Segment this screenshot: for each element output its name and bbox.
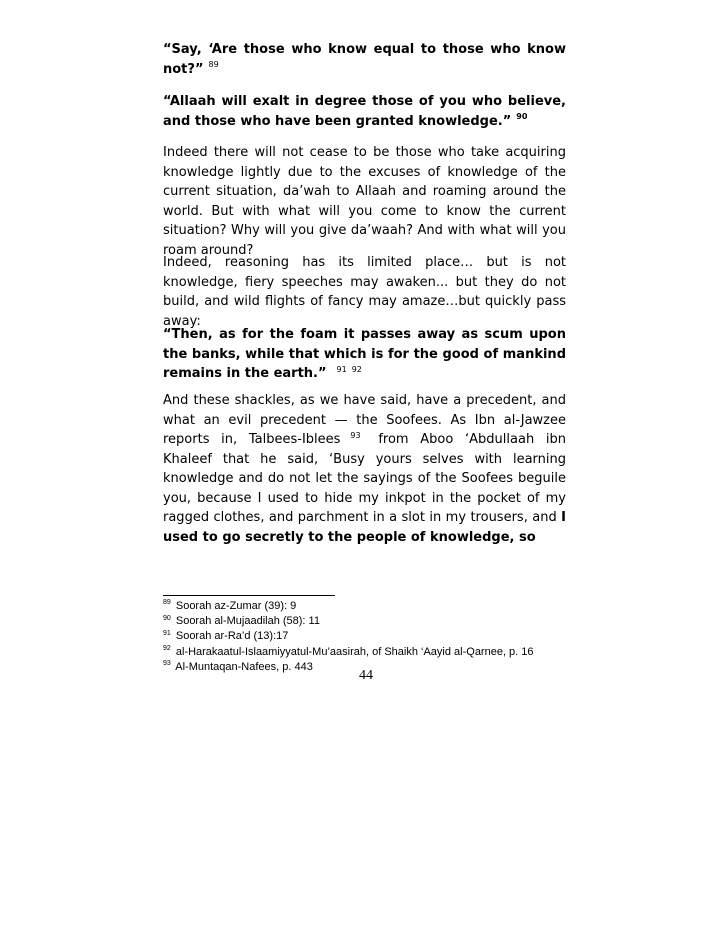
- page-number: 44: [359, 668, 373, 683]
- footnote-number: 90: [163, 614, 171, 622]
- footnote-number: 92: [163, 644, 171, 652]
- footnote-89: [163, 599, 603, 614]
- quote-rad: [163, 325, 566, 384]
- footnote-91: [163, 629, 603, 644]
- paragraph-soofees-part1: And these shackles, as we have said, have a precedent, and what an evil precedent — the Soofees. As Ibn al-Jawzee reports in, Talbees-Iblees: [163, 393, 566, 447]
- footnote-divider: [163, 595, 335, 596]
- footnote-text: Soorah ar-Ra’d (13):17: [175, 630, 289, 643]
- footnote-ref-89: 89: [208, 60, 219, 70]
- footnote-ref-93: 93: [350, 430, 361, 440]
- footnote-90: [163, 614, 603, 629]
- quote-zumar: [163, 40, 566, 79]
- quote-mujaadilah-text: “Allaah will exalt in degree those of you who believe, and those who have been granted knowledge.”: [163, 94, 566, 129]
- footnote-ref-92: 92: [351, 364, 362, 374]
- quote-rad-text: “Then, as for the foam it passes away as scum upon the banks, while that which is for the good of mankind remains in the earth.”: [163, 327, 566, 381]
- footnote-92: [163, 645, 603, 660]
- paragraph-knowledge-excuses: Indeed there will not cease to be those who take acquiring knowledge lightly due to the excuses of knowledge of the current situation, da’wah to Allaah and roaming around the world. But with what will you come to know the current situation? Why will you give da’waah? And with what will you roam around?: [163, 145, 566, 258]
- footnote-text: al-Harakaatul-Islaamiyyatul-Mu’aasirah, of Shaikh ‘Aayid al-Qarnee, p. 16: [175, 645, 534, 658]
- paragraph-soofees: [163, 391, 566, 547]
- quote-mujaadilah: [163, 92, 566, 131]
- paragraph-soofees-part2: from Aboo ‘Abdullaah ibn Khaleef that he said, ‘Busy yours selves with learning knowledge and do not let the sayings of the Soofees beguile you, because I used to hide my inkpot in the pocket of my ragged clothes, and parchment in a slot in my trousers, and: [163, 432, 566, 525]
- footnote-ref-90: 90: [516, 112, 528, 122]
- footnote-ref-91: 91: [336, 364, 347, 374]
- footnote-number: 91: [163, 629, 171, 637]
- footnote-text: Al-Muntaqan-Nafees, p. 443: [175, 660, 313, 673]
- footnote-text: Soorah al-Mujaadilah (58): 11: [175, 615, 320, 628]
- footnote-number: 89: [163, 599, 171, 607]
- paragraph-reasoning: Indeed, reasoning has its limited place… but is not knowledge, fiery speeches may awaken... but they do not build, and wild flights of fancy may amaze…but quickly pass away:: [163, 255, 566, 329]
- footnotes-list: [163, 599, 603, 675]
- footnote-text: Soorah az-Zumar (39): 9: [175, 600, 297, 612]
- paragraph-soofees-bold: I used to go secretly to the people of knowledge, so: [163, 510, 566, 545]
- footnote-number: 93: [163, 660, 171, 668]
- quote-zumar-text: “Say, ‘Are those who know equal to those who know not?”: [163, 42, 566, 77]
